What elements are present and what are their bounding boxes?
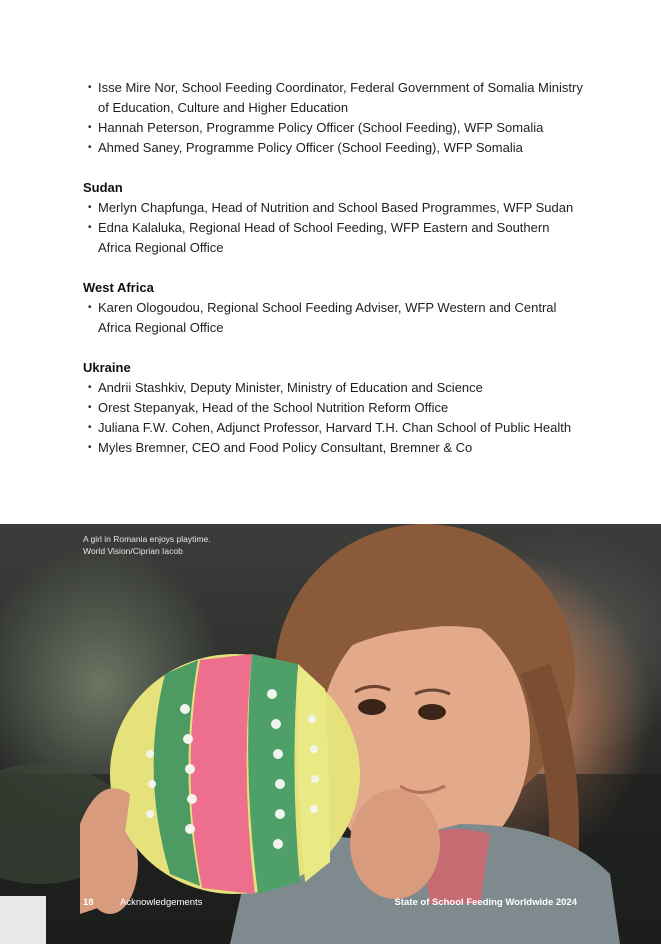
contributor-list [83,378,583,458]
footer-section-name: Acknowledgements [120,897,203,908]
section-heading: Sudan [83,180,123,195]
list-item: • Orest Stepanyak, Head of the School Nutrition Reform Office [83,398,583,418]
list-item: • Karen Ologoudou, Regional School Feeding Adviser, WFP Western and Central Africa Regional Office [83,298,583,338]
photo-illustration [0,524,661,944]
footer-report-title: State of School Feeding Worldwide 2024 [394,897,577,908]
girl-with-ball-photo [0,524,661,944]
page-number: 18 [83,897,94,908]
corner-block [0,896,46,944]
section-ukraine [83,358,583,458]
list-item: • Andrii Stashkiv, Deputy Minister, Ministry of Education and Science [83,378,583,398]
page-footer [83,897,583,911]
section-west-africa [83,278,583,338]
section-heading: West Africa [83,280,154,295]
acknowledgements-content [83,78,583,458]
list-item: • Edna Kalaluka, Regional Head of School Feeding, WFP Eastern and Southern Africa Regional Office [83,218,583,258]
list-item: • Ahmed Saney, Programme Policy Officer (School Feeding), WFP Somalia [83,138,583,158]
photo-caption [83,533,343,557]
section-sudan [83,178,583,258]
list-item: • Juliana F.W. Cohen, Adjunct Professor, Harvard T.H. Chan School of Public Health [83,418,583,438]
list-item: • Merlyn Chapfunga, Head of Nutrition and School Based Programmes, WFP Sudan [83,198,583,218]
list-item: • Myles Bremner, CEO and Food Policy Consultant, Bremner & Co [83,438,583,458]
photo-credit: World Vision/Ciprian Iacob [83,546,183,556]
list-item: • Isse Mire Nor, School Feeding Coordinator, Federal Government of Somalia Ministry of Education, Culture and Higher Education [83,78,583,118]
caption-text: A girl in Romania enjoys playtime. [83,534,211,544]
contributor-list [83,298,583,338]
somalia-contributor-list [83,78,583,158]
list-item: • Hannah Peterson, Programme Policy Officer (School Feeding), WFP Somalia [83,118,583,138]
section-heading: Ukraine [83,360,131,375]
contributor-list [83,198,583,258]
